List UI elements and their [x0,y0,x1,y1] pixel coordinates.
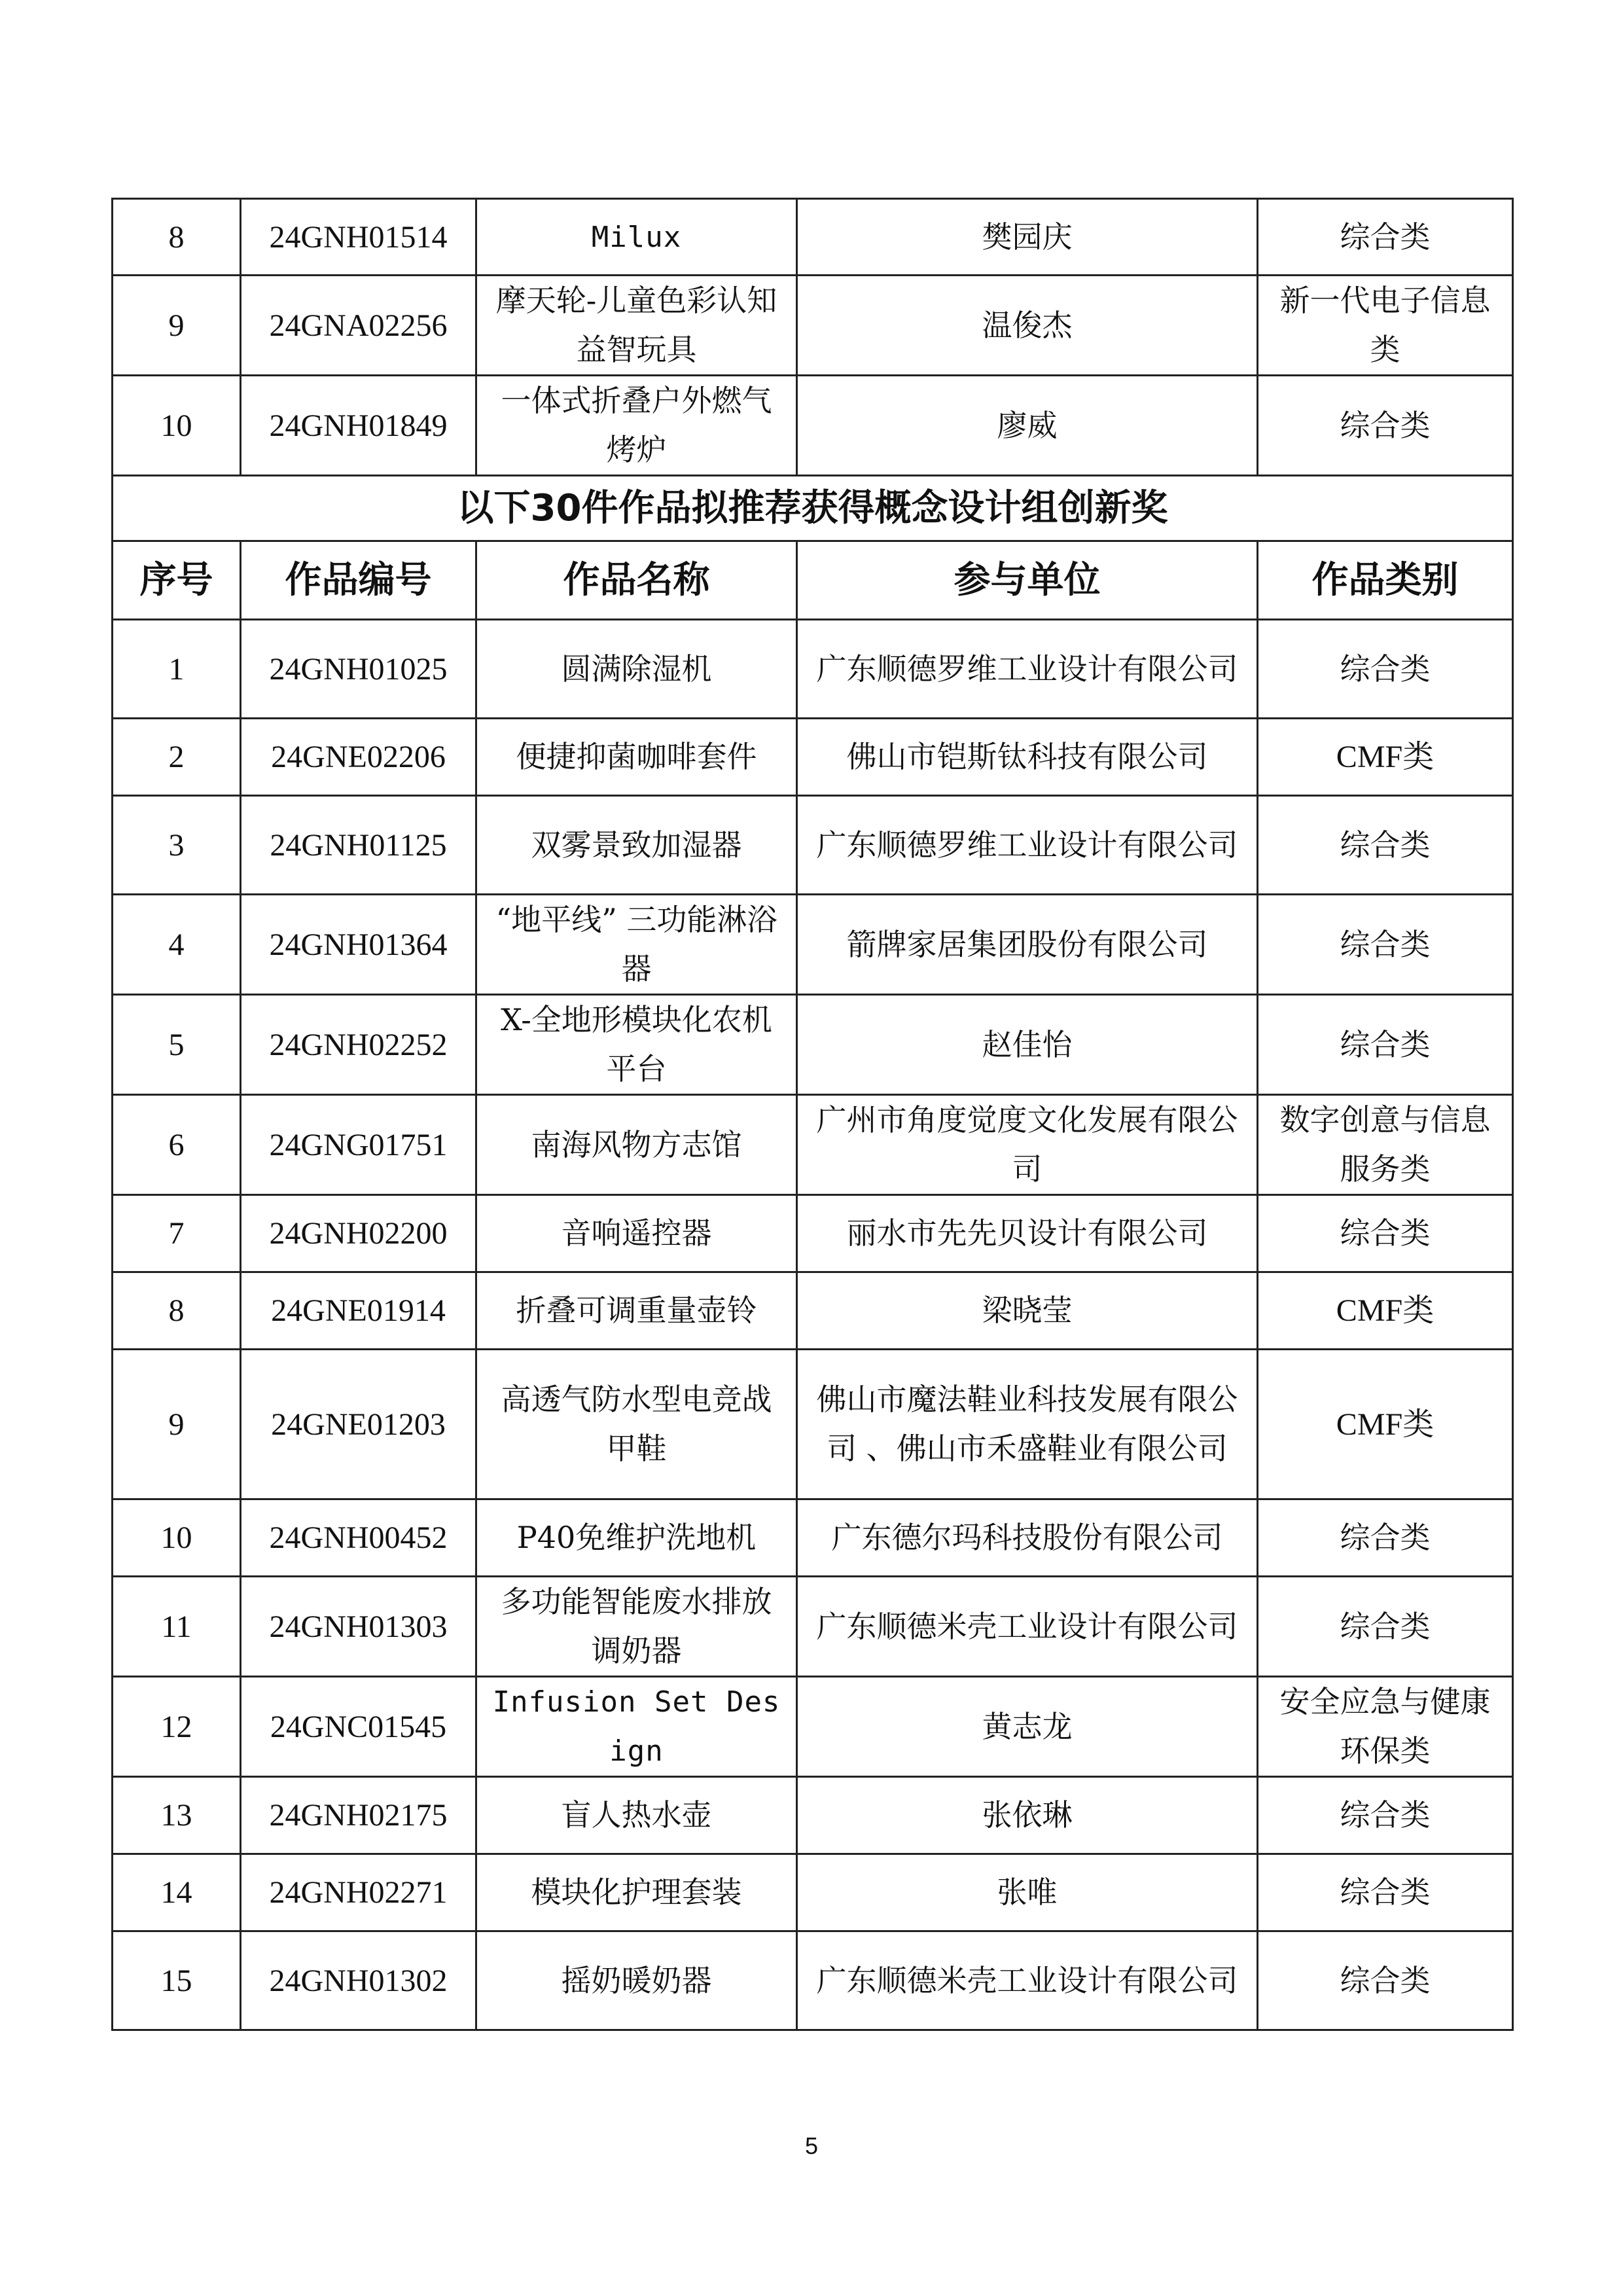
row-name: “地平线” 三功能淋浴器 [476,895,797,995]
row-name: Milux [476,199,797,276]
row-code: 24GNH01125 [241,796,476,895]
row-category: CMF类 [1258,1272,1513,1350]
row-name: P40免维护洗地机 [476,1499,797,1577]
row-unit: 梁晓莹 [797,1272,1258,1350]
table-row [113,1195,1513,1272]
row-no: 10 [113,376,241,476]
row-unit: 赵佳怡 [797,995,1258,1095]
row-category: 综合类 [1258,376,1513,476]
row-category: 安全应急与健康环保类 [1258,1677,1513,1777]
table-row [113,796,1513,895]
row-unit: 广东顺德罗维工业设计有限公司 [797,796,1258,895]
table-row [113,1854,1513,1931]
row-name: 双雾景致加湿器 [476,796,797,895]
row-no: 11 [113,1577,241,1677]
table-row [113,276,1513,376]
row-code: 24GNH02200 [241,1195,476,1272]
row-no: 13 [113,1777,241,1854]
row-code: 24GNE01203 [241,1350,476,1499]
row-no: 15 [113,1931,241,2030]
row-unit: 广东顺德罗维工业设计有限公司 [797,620,1258,719]
row-unit: 张依琳 [797,1777,1258,1854]
row-category: 综合类 [1258,1777,1513,1854]
row-unit: 箭牌家居集团股份有限公司 [797,895,1258,995]
header-unit: 参与单位 [797,541,1258,620]
table-row [113,199,1513,276]
row-no: 1 [113,620,241,719]
page-number: 5 [804,2132,819,2159]
row-code: 24GNH01514 [241,199,476,276]
row-name: Infusion Set Design [476,1677,797,1777]
row-no: 2 [113,719,241,796]
row-no: 3 [113,796,241,895]
row-code: 24GNH01849 [241,376,476,476]
table-row [113,1677,1513,1777]
row-category: 综合类 [1258,1577,1513,1677]
row-unit: 丽水市先先贝设计有限公司 [797,1195,1258,1272]
row-no: 6 [113,1095,241,1195]
row-unit: 樊园庆 [797,199,1258,276]
row-category: 新一代电子信息类 [1258,276,1513,376]
table-row [113,1272,1513,1350]
row-category: 综合类 [1258,895,1513,995]
row-unit: 广州市角度觉度文化发展有限公司 [797,1095,1258,1195]
row-unit: 广东顺德米壳工业设计有限公司 [797,1577,1258,1677]
row-no: 5 [113,995,241,1095]
row-code: 24GNE01914 [241,1272,476,1350]
table-row [113,995,1513,1095]
row-category: CMF类 [1258,719,1513,796]
row-code: 24GNC01545 [241,1677,476,1777]
row-code: 24GNA02256 [241,276,476,376]
header-row [113,541,1513,620]
table-row [113,1577,1513,1677]
row-no: 10 [113,1499,241,1577]
row-category: 综合类 [1258,1195,1513,1272]
row-category: 综合类 [1258,1931,1513,2030]
row-code: 24GNH01364 [241,895,476,995]
row-unit: 张唯 [797,1854,1258,1931]
header-category: 作品类别 [1258,541,1513,620]
row-code: 24GNH02252 [241,995,476,1095]
row-category: 综合类 [1258,1499,1513,1577]
row-category: 综合类 [1258,995,1513,1095]
row-no: 14 [113,1854,241,1931]
row-unit: 佛山市魔法鞋业科技发展有限公司 、佛山市禾盛鞋业有限公司 [797,1350,1258,1499]
row-name: X-全地形模块化农机平台 [476,995,797,1095]
row-no: 8 [113,199,241,276]
row-unit: 廖威 [797,376,1258,476]
row-code: 24GNH02175 [241,1777,476,1854]
table-row [113,895,1513,995]
row-code: 24GNG01751 [241,1095,476,1195]
row-unit: 佛山市铠斯钛科技有限公司 [797,719,1258,796]
row-category: 综合类 [1258,796,1513,895]
table-row [113,1350,1513,1499]
row-no: 9 [113,276,241,376]
row-name: 一体式折叠户外燃气烤炉 [476,376,797,476]
row-name: 音响遥控器 [476,1195,797,1272]
table-row [113,1931,1513,2030]
row-category: 综合类 [1258,199,1513,276]
row-unit: 广东顺德米壳工业设计有限公司 [797,1931,1258,2030]
row-code: 24GNH01303 [241,1577,476,1677]
row-name: 模块化护理套装 [476,1854,797,1931]
row-unit: 温俊杰 [797,276,1258,376]
header-no: 序号 [113,541,241,620]
row-name: 多功能智能废水排放调奶器 [476,1577,797,1677]
row-category: 综合类 [1258,1854,1513,1931]
header-name: 作品名称 [476,541,797,620]
row-name: 南海风物方志馆 [476,1095,797,1195]
row-name: 盲人热水壶 [476,1777,797,1854]
row-no: 8 [113,1272,241,1350]
row-no: 12 [113,1677,241,1777]
table-row [113,376,1513,476]
row-code: 24GNH01302 [241,1931,476,2030]
table-row [113,1777,1513,1854]
section-title-row [113,476,1513,541]
table-row [113,1499,1513,1577]
row-name: 便捷抑菌咖啡套件 [476,719,797,796]
row-no: 9 [113,1350,241,1499]
table-row [113,1095,1513,1195]
row-code: 24GNH00452 [241,1499,476,1577]
row-name: 圆满除湿机 [476,620,797,719]
row-category: 数字创意与信息服务类 [1258,1095,1513,1195]
row-code: 24GNH01025 [241,620,476,719]
row-name: 摇奶暖奶器 [476,1931,797,2030]
award-table [111,198,1514,2031]
row-unit: 黄志龙 [797,1677,1258,1777]
table-row [113,620,1513,719]
table-row [113,719,1513,796]
section-title: 以下30件作品拟推荐获得概念设计组创新奖 [113,476,1513,541]
row-category: CMF类 [1258,1350,1513,1499]
row-no: 7 [113,1195,241,1272]
row-unit: 广东德尔玛科技股份有限公司 [797,1499,1258,1577]
row-name: 高透气防水型电竞战甲鞋 [476,1350,797,1499]
row-no: 4 [113,895,241,995]
row-code: 24GNH02271 [241,1854,476,1931]
row-code: 24GNE02206 [241,719,476,796]
row-name: 折叠可调重量壶铃 [476,1272,797,1350]
row-name: 摩天轮-儿童色彩认知益智玩具 [476,276,797,376]
row-category: 综合类 [1258,620,1513,719]
header-code: 作品编号 [241,541,476,620]
